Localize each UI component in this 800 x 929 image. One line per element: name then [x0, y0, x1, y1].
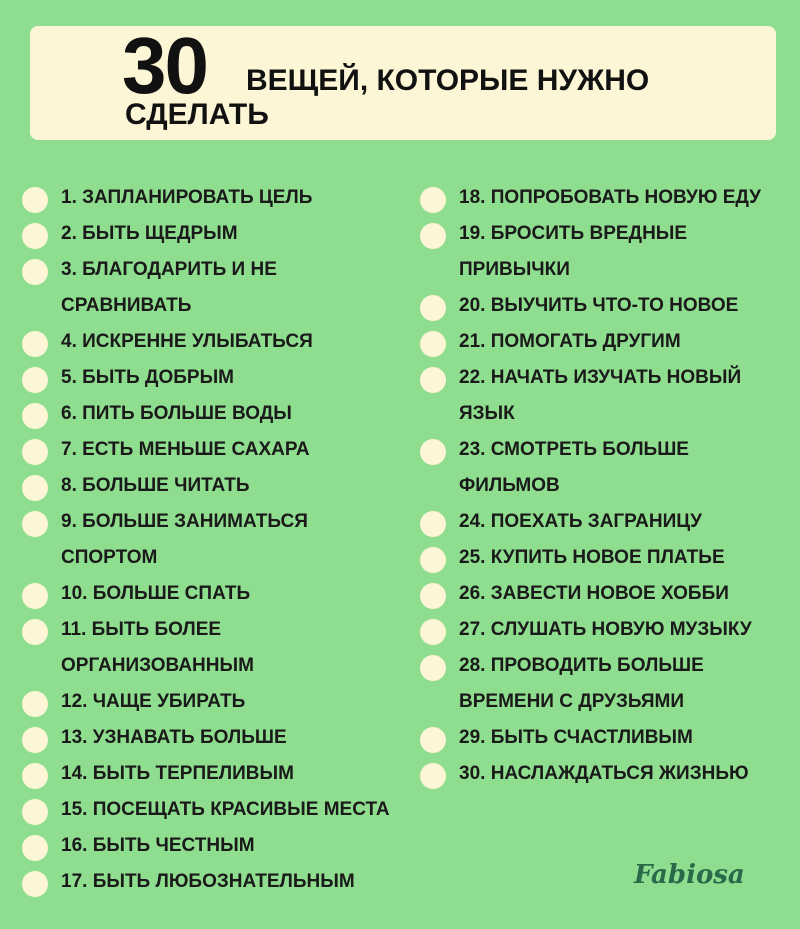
checklist-item-text: 1. ЗАПЛАНИРОВАТЬ ЦЕЛЬ	[61, 187, 313, 208]
checkbox-circle-icon[interactable]	[420, 223, 446, 249]
checklist-item	[22, 504, 412, 576]
checklist-item	[420, 288, 795, 324]
checkbox-circle-icon[interactable]	[22, 259, 48, 285]
checklist-item-text: 14. БЫТЬ ТЕРПЕЛИВЫМ	[61, 763, 294, 784]
checkbox-circle-icon[interactable]	[420, 511, 446, 537]
title-line-2: СДЕЛАТЬ	[125, 98, 269, 131]
checklist-item-text: 6. ПИТЬ БОЛЬШЕ ВОДЫ	[61, 403, 292, 424]
checkbox-circle-icon[interactable]	[420, 763, 446, 789]
checklist-item	[22, 216, 412, 252]
checklist-item	[22, 180, 412, 216]
checklist-item-text: 28. ПРОВОДИТЬ БОЛЬШЕ ВРЕМЕНИ С ДРУЗЬЯМИ	[459, 655, 704, 712]
checklist-item	[420, 720, 795, 756]
checkbox-circle-icon[interactable]	[22, 799, 48, 825]
checkbox-circle-icon[interactable]	[420, 187, 446, 213]
checkbox-circle-icon[interactable]	[420, 367, 446, 393]
checkbox-circle-icon[interactable]	[420, 295, 446, 321]
checklist-item-text: 30. НАСЛАЖДАТЬСЯ ЖИЗНЬЮ	[459, 763, 749, 784]
checkbox-circle-icon[interactable]	[22, 475, 48, 501]
checklist-item	[420, 504, 795, 540]
checklist-item	[420, 216, 795, 288]
checklist-item-text: 24. ПОЕХАТЬ ЗАГРАНИЦУ	[459, 511, 702, 532]
checklist-item-text: 2. БЫТЬ ЩЕДРЫМ	[61, 223, 238, 244]
checklist-item-text: 17. БЫТЬ ЛЮБОЗНАТЕЛЬНЫМ	[61, 871, 355, 892]
checklist-item	[420, 756, 795, 792]
checkbox-circle-icon[interactable]	[420, 439, 446, 465]
checklist-item	[22, 792, 412, 828]
checklist-item-text: 12. ЧАЩЕ УБИРАТЬ	[61, 691, 246, 712]
checkbox-circle-icon[interactable]	[22, 403, 48, 429]
checklist-right-column	[420, 180, 795, 792]
checklist-item	[22, 612, 412, 684]
checklist-item	[22, 720, 412, 756]
checklist-item-text: 26. ЗАВЕСТИ НОВОЕ ХОББИ	[459, 583, 729, 604]
checklist-item-text: 22. НАЧАТЬ ИЗУЧАТЬ НОВЫЙ ЯЗЫК	[459, 367, 742, 424]
checkbox-circle-icon[interactable]	[420, 727, 446, 753]
checklist-item	[22, 396, 412, 432]
checklist-item	[22, 468, 412, 504]
checklist-item	[420, 648, 795, 720]
checklist-item	[22, 432, 412, 468]
checklist-item-text: 10. БОЛЬШЕ СПАТЬ	[61, 583, 251, 604]
checklist-item	[22, 360, 412, 396]
checkbox-circle-icon[interactable]	[420, 619, 446, 645]
checklist-left-column	[22, 180, 412, 900]
checklist-item	[22, 864, 412, 900]
checkbox-circle-icon[interactable]	[22, 835, 48, 861]
checklist-item	[22, 324, 412, 360]
checklist-item-text: 3. БЛАГОДАРИТЬ И НЕ СРАВНИВАТЬ	[61, 259, 277, 316]
checkbox-circle-icon[interactable]	[22, 223, 48, 249]
checklist-item-text: 27. СЛУШАТЬ НОВУЮ МУЗЫКУ	[459, 619, 752, 640]
checklist-item-text: 23. СМОТРЕТЬ БОЛЬШЕ ФИЛЬМОВ	[459, 439, 689, 496]
checklist-item	[22, 756, 412, 792]
checkbox-circle-icon[interactable]	[22, 367, 48, 393]
checkbox-circle-icon[interactable]	[420, 655, 446, 681]
checkbox-circle-icon[interactable]	[22, 187, 48, 213]
checklist-item-text: 25. КУПИТЬ НОВОЕ ПЛАТЬЕ	[459, 547, 725, 568]
checkbox-circle-icon[interactable]	[22, 763, 48, 789]
checklist-item-text: 7. ЕСТЬ МЕНЬШЕ САХАРА	[61, 439, 310, 460]
title-number: 30	[122, 21, 207, 110]
checklist-item-text: 13. УЗНАВАТЬ БОЛЬШЕ	[61, 727, 287, 748]
checklist-item	[22, 828, 412, 864]
checklist-item-text: 20. ВЫУЧИТЬ ЧТО-ТО НОВОЕ	[459, 295, 739, 316]
checklist-item	[420, 180, 795, 216]
checklist-item	[22, 252, 412, 324]
checklist-item	[22, 684, 412, 720]
checklist-item	[420, 576, 795, 612]
checkbox-circle-icon[interactable]	[22, 331, 48, 357]
checklist-item	[420, 360, 795, 432]
checklist-item	[420, 432, 795, 504]
checklist-item-text: 29. БЫТЬ СЧАСТЛИВЫМ	[459, 727, 693, 748]
header-banner	[30, 21, 776, 140]
checklist-item-text: 5. БЫТЬ ДОБРЫМ	[61, 367, 234, 388]
checklist-item	[420, 540, 795, 576]
checklist-item-text: 8. БОЛЬШЕ ЧИТАТЬ	[61, 475, 250, 496]
checkbox-circle-icon[interactable]	[22, 691, 48, 717]
checkbox-circle-icon[interactable]	[22, 511, 48, 537]
checklist-item-text: 4. ИСКРЕННЕ УЛЫБАТЬСЯ	[61, 331, 313, 352]
fabiosa-logo: Fabiosa	[634, 860, 745, 890]
checkbox-circle-icon[interactable]	[22, 727, 48, 753]
checklist-item-text: 21. ПОМОГАТЬ ДРУГИМ	[459, 331, 681, 352]
checkbox-circle-icon[interactable]	[22, 871, 48, 897]
checkbox-circle-icon[interactable]	[22, 439, 48, 465]
checklist-item-text: 11. БЫТЬ БОЛЕЕ ОРГАНИЗОВАННЫМ	[61, 619, 254, 676]
checklist-item	[420, 324, 795, 360]
checklist-item-text: 15. ПОСЕЩАТЬ КРАСИВЫЕ МЕСТА	[61, 799, 390, 820]
checkbox-circle-icon[interactable]	[22, 583, 48, 609]
checklist-item-text: 19. БРОСИТЬ ВРЕДНЫЕ ПРИВЫЧКИ	[459, 223, 688, 280]
checkbox-circle-icon[interactable]	[22, 619, 48, 645]
title-line-1: ВЕЩЕЙ, КОТОРЫЕ НУЖНО	[246, 64, 650, 97]
checkbox-circle-icon[interactable]	[420, 583, 446, 609]
checklist-item-text: 16. БЫТЬ ЧЕСТНЫМ	[61, 835, 255, 856]
checkbox-circle-icon[interactable]	[420, 331, 446, 357]
checkbox-circle-icon[interactable]	[420, 547, 446, 573]
checklist-item-text: 18. ПОПРОБОВАТЬ НОВУЮ ЕДУ	[459, 187, 761, 208]
checklist-item	[420, 612, 795, 648]
checklist-item-text: 9. БОЛЬШЕ ЗАНИМАТЬСЯ СПОРТОМ	[61, 511, 308, 568]
checklist-item	[22, 576, 412, 612]
